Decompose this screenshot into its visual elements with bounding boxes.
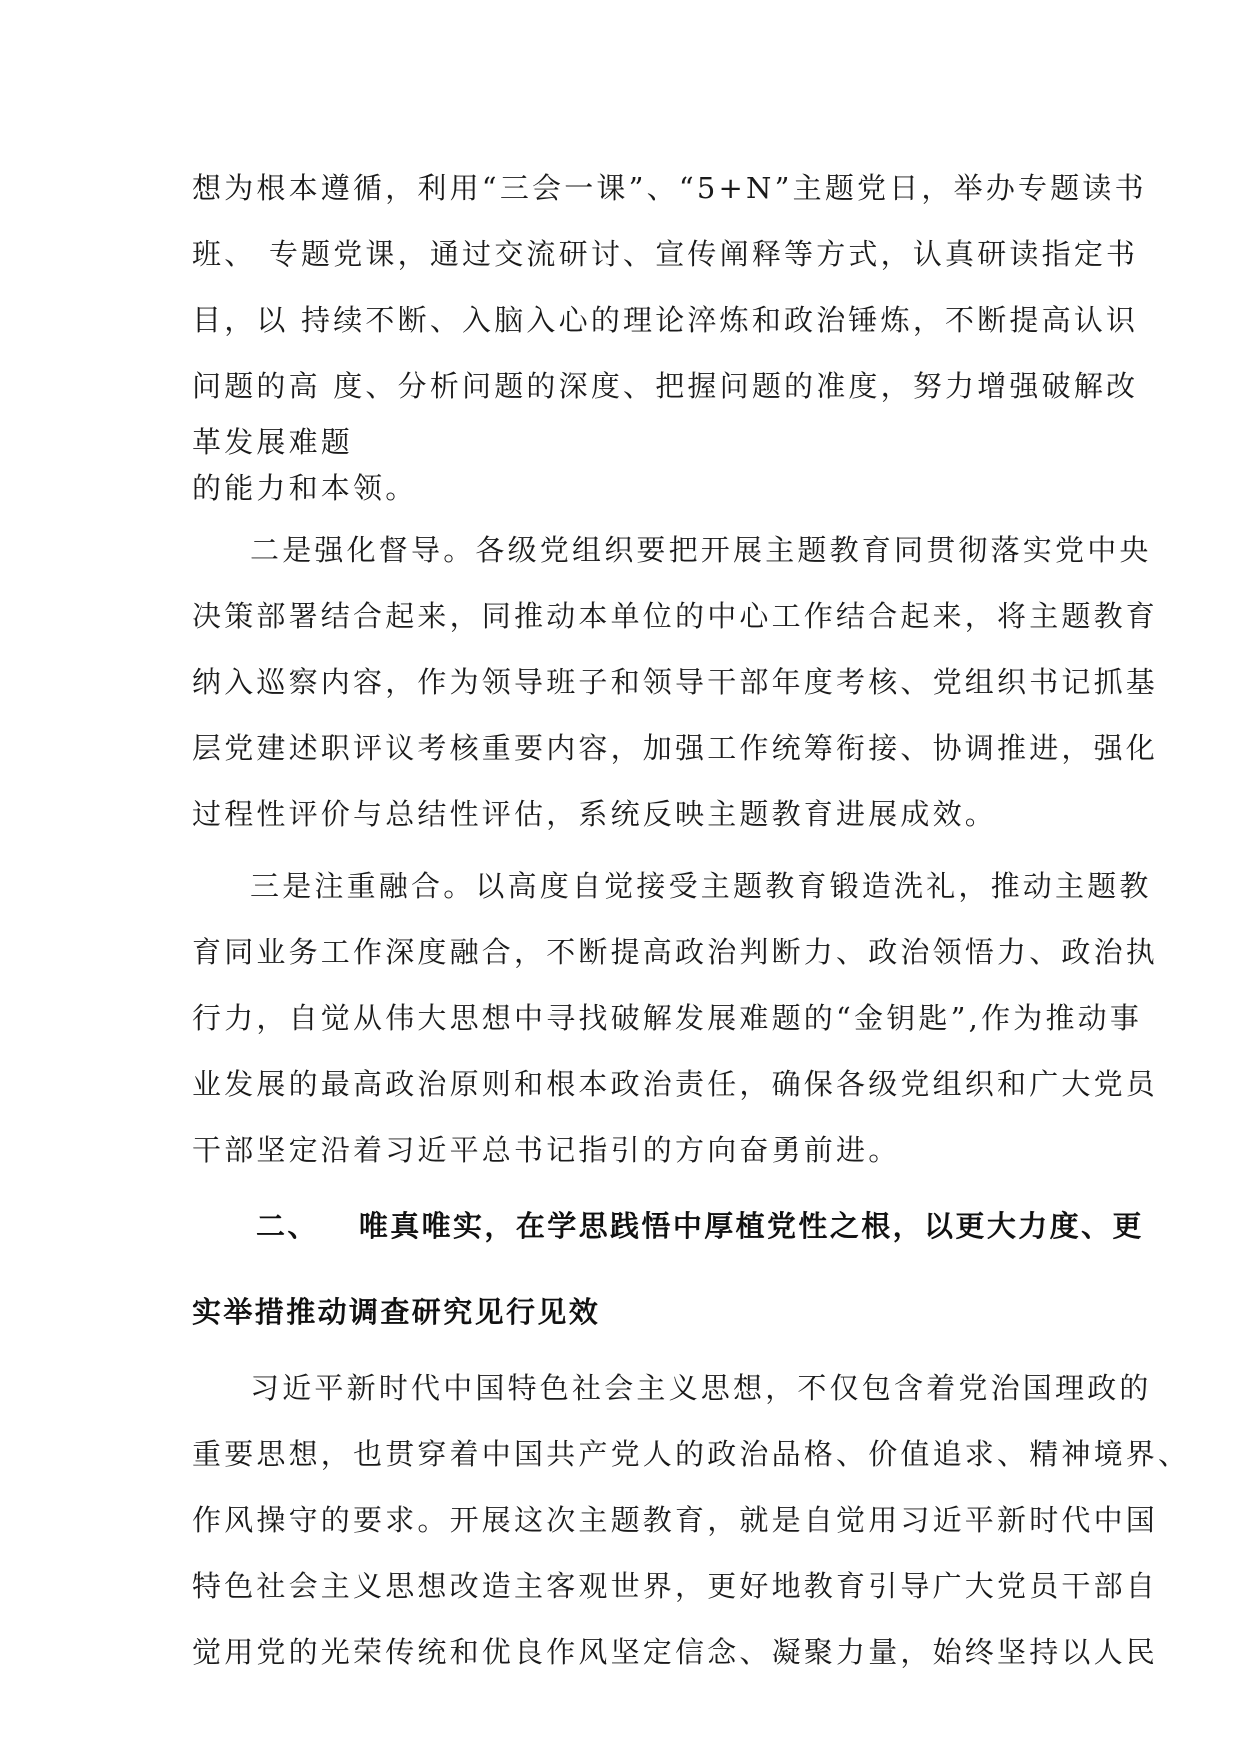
text-line: 作风操守的要求。开展这次主题教育，就是自觉用习近平新时代中国 xyxy=(192,1503,1159,1537)
text-line: 业发展的最高政治原则和根本政治责任，确保各级党组织和广大党员 xyxy=(192,1067,1159,1101)
document-body xyxy=(192,155,1191,1685)
text-line: 想为根本遵循，利用“三会一课”、“5+N”主题党日，举办专题读书 xyxy=(192,171,1147,205)
text-line: 干部坚定沿着习近平总书记指引的方向奋勇前进。 xyxy=(192,1133,901,1167)
text-line: 层党建述职评议考核重要内容，加强工作统筹衔接、协调推进，强化 xyxy=(192,731,1159,765)
text-line: 行力，自觉从伟大思想中寻找破解发展难题的“金钥匙”,作为推动事 xyxy=(192,1001,1143,1035)
paragraph xyxy=(192,155,1147,511)
text-line: 重要思想，也贯穿着中国共产党人的政治品格、价值追求、精神境界、 xyxy=(192,1437,1191,1471)
section-heading xyxy=(192,1183,1144,1355)
paragraph xyxy=(192,853,1159,1183)
text-line: 觉用党的光荣传统和优良作风坚定信念、凝聚力量，始终坚持以人民 xyxy=(192,1635,1159,1669)
text-line: 习近平新时代中国特色社会主义思想，不仅包含着党治国理政的 xyxy=(250,1371,1152,1405)
paragraph xyxy=(192,1355,1191,1685)
heading-number: 二、 xyxy=(256,1209,319,1243)
text-line: 过程性评价与总结性评估，系统反映主题教育进展成效。 xyxy=(192,797,998,831)
heading-line: 实举措推动调查研究见行见效 xyxy=(192,1295,601,1329)
text-line: 目，以 持续不断、入脑入心的理论淬炼和政治锤炼，不断提高认识 xyxy=(192,303,1139,337)
text-line: 育同业务工作深度融合，不断提高政治判断力、政治领悟力、政治执 xyxy=(192,935,1159,969)
heading-line xyxy=(192,1183,1144,1269)
heading-text: 唯真唯实，在学思践悟中厚植党性之根，以更大力度、更 xyxy=(358,1209,1144,1243)
paragraph xyxy=(192,517,1159,847)
text-line: 决策部署结合起来，同推动本单位的中心工作结合起来，将主题教育 xyxy=(192,599,1159,633)
text-line: 班、 专题党课，通过交流研讨、宣传阐释等方式，认真研读指定书 xyxy=(192,237,1139,271)
text-line: 纳入巡察内容，作为领导班子和领导干部年度考核、党组织书记抓基 xyxy=(192,665,1159,699)
text-line: 的能力和本领。 xyxy=(192,471,418,505)
text-line: 二是强化督导。各级党组织要把开展主题教育同贯彻落实党中央 xyxy=(250,533,1152,567)
text-line: 三是注重融合。以高度自觉接受主题教育锻造洗礼，推动主题教 xyxy=(250,869,1152,903)
text-line: 问题的高 度、分析问题的深度、把握问题的准度，努力增强破解改 xyxy=(192,369,1139,403)
text-line: 革发展难题 xyxy=(192,425,354,459)
text-line: 特色社会主义思想改造主客观世界，更好地教育引导广大党员干部自 xyxy=(192,1569,1159,1603)
